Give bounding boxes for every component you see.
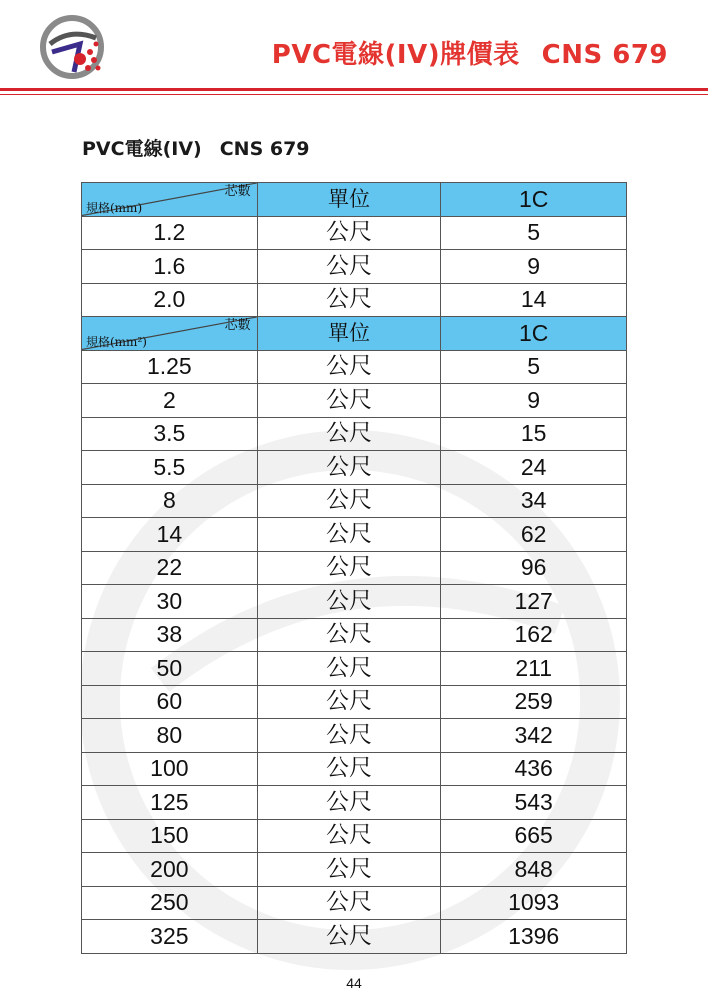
table-row bbox=[82, 585, 627, 619]
unit-cell: 公尺 bbox=[257, 685, 441, 719]
core-header-cell: 1C bbox=[441, 183, 627, 217]
header-standard: CNS 679 bbox=[541, 40, 668, 70]
spec-cell: 50 bbox=[82, 652, 258, 686]
spec-cell: 250 bbox=[82, 886, 258, 920]
corner-label-spec: 規格(mm) bbox=[86, 200, 143, 215]
unit-cell: 公尺 bbox=[257, 518, 441, 552]
table-row bbox=[82, 350, 627, 384]
corner-header-cell bbox=[82, 317, 258, 351]
table-row bbox=[82, 819, 627, 853]
unit-cell: 公尺 bbox=[257, 417, 441, 451]
unit-cell: 公尺 bbox=[257, 384, 441, 418]
unit-cell: 公尺 bbox=[257, 853, 441, 887]
price-cell: 9 bbox=[441, 250, 627, 284]
spec-cell: 14 bbox=[82, 518, 258, 552]
price-cell: 5 bbox=[441, 216, 627, 250]
table-row bbox=[82, 920, 627, 954]
table-row bbox=[82, 752, 627, 786]
price-cell: 127 bbox=[441, 585, 627, 619]
page-header-title bbox=[272, 34, 668, 71]
spec-cell: 1.2 bbox=[82, 216, 258, 250]
unit-cell: 公尺 bbox=[257, 283, 441, 317]
unit-cell: 公尺 bbox=[257, 920, 441, 954]
unit-header-cell: 單位 bbox=[257, 183, 441, 217]
price-cell: 24 bbox=[441, 451, 627, 485]
spec-cell: 38 bbox=[82, 618, 258, 652]
price-cell: 211 bbox=[441, 652, 627, 686]
corner-header-cell bbox=[82, 183, 258, 217]
table-row bbox=[82, 719, 627, 753]
table-row bbox=[82, 551, 627, 585]
table-row bbox=[82, 652, 627, 686]
unit-cell: 公尺 bbox=[257, 652, 441, 686]
spec-cell: 325 bbox=[82, 920, 258, 954]
unit-cell: 公尺 bbox=[257, 250, 441, 284]
spec-cell: 60 bbox=[82, 685, 258, 719]
table-row bbox=[82, 250, 627, 284]
spec-cell: 125 bbox=[82, 786, 258, 820]
unit-cell: 公尺 bbox=[257, 886, 441, 920]
unit-cell: 公尺 bbox=[257, 551, 441, 585]
section-title-text: PVC電線(IV) bbox=[82, 138, 202, 160]
spec-cell: 8 bbox=[82, 484, 258, 518]
price-cell: 1396 bbox=[441, 920, 627, 954]
table-row bbox=[82, 283, 627, 317]
price-cell: 15 bbox=[441, 417, 627, 451]
header-rule-thick bbox=[0, 88, 708, 91]
price-cell: 34 bbox=[441, 484, 627, 518]
table-row bbox=[82, 685, 627, 719]
price-cell: 848 bbox=[441, 853, 627, 887]
spec-cell: 30 bbox=[82, 585, 258, 619]
table-row bbox=[82, 518, 627, 552]
unit-cell: 公尺 bbox=[257, 350, 441, 384]
price-cell: 436 bbox=[441, 752, 627, 786]
corner-label-cores: 芯數 bbox=[224, 184, 251, 199]
spec-cell: 3.5 bbox=[82, 417, 258, 451]
spec-cell: 2 bbox=[82, 384, 258, 418]
price-cell: 1093 bbox=[441, 886, 627, 920]
price-cell: 162 bbox=[441, 618, 627, 652]
header-title: PVC電線(IV)牌價表 bbox=[271, 40, 520, 70]
price-cell: 543 bbox=[441, 786, 627, 820]
unit-cell: 公尺 bbox=[257, 786, 441, 820]
corner-label-cores: 芯數 bbox=[224, 318, 251, 333]
spec-cell: 2.0 bbox=[82, 283, 258, 317]
price-cell: 5 bbox=[441, 350, 627, 384]
table-row bbox=[82, 451, 627, 485]
spec-cell: 1.6 bbox=[82, 250, 258, 284]
price-cell: 665 bbox=[441, 819, 627, 853]
table-row bbox=[82, 886, 627, 920]
unit-cell: 公尺 bbox=[257, 819, 441, 853]
table-row bbox=[82, 853, 627, 887]
spec-cell: 80 bbox=[82, 719, 258, 753]
unit-cell: 公尺 bbox=[257, 585, 441, 619]
price-cell: 62 bbox=[441, 518, 627, 552]
price-table bbox=[81, 182, 627, 954]
table-row bbox=[82, 384, 627, 418]
table-row bbox=[82, 417, 627, 451]
spec-cell: 22 bbox=[82, 551, 258, 585]
table-row bbox=[82, 484, 627, 518]
unit-header-cell: 單位 bbox=[257, 317, 441, 351]
price-cell: 14 bbox=[441, 283, 627, 317]
table-header-row bbox=[82, 183, 627, 217]
table-header-row bbox=[82, 317, 627, 351]
spec-cell: 150 bbox=[82, 819, 258, 853]
table-row bbox=[82, 216, 627, 250]
spec-cell: 100 bbox=[82, 752, 258, 786]
company-logo-icon bbox=[40, 14, 108, 80]
unit-cell: 公尺 bbox=[257, 618, 441, 652]
section-standard: CNS 679 bbox=[219, 138, 310, 160]
spec-cell: 1.25 bbox=[82, 350, 258, 384]
spec-cell: 5.5 bbox=[82, 451, 258, 485]
unit-cell: 公尺 bbox=[257, 484, 441, 518]
unit-cell: 公尺 bbox=[257, 216, 441, 250]
unit-cell: 公尺 bbox=[257, 719, 441, 753]
price-cell: 9 bbox=[441, 384, 627, 418]
core-header-cell: 1C bbox=[441, 317, 627, 351]
unit-cell: 公尺 bbox=[257, 752, 441, 786]
corner-label-spec: 規格(mm²) bbox=[86, 334, 147, 349]
price-cell: 342 bbox=[441, 719, 627, 753]
header-rule-thin bbox=[0, 94, 708, 95]
table-row bbox=[82, 618, 627, 652]
section-title bbox=[82, 134, 310, 161]
price-cell: 259 bbox=[441, 685, 627, 719]
table-row bbox=[82, 786, 627, 820]
page-number: 44 bbox=[346, 975, 362, 991]
price-cell: 96 bbox=[441, 551, 627, 585]
spec-cell: 200 bbox=[82, 853, 258, 887]
unit-cell: 公尺 bbox=[257, 451, 441, 485]
